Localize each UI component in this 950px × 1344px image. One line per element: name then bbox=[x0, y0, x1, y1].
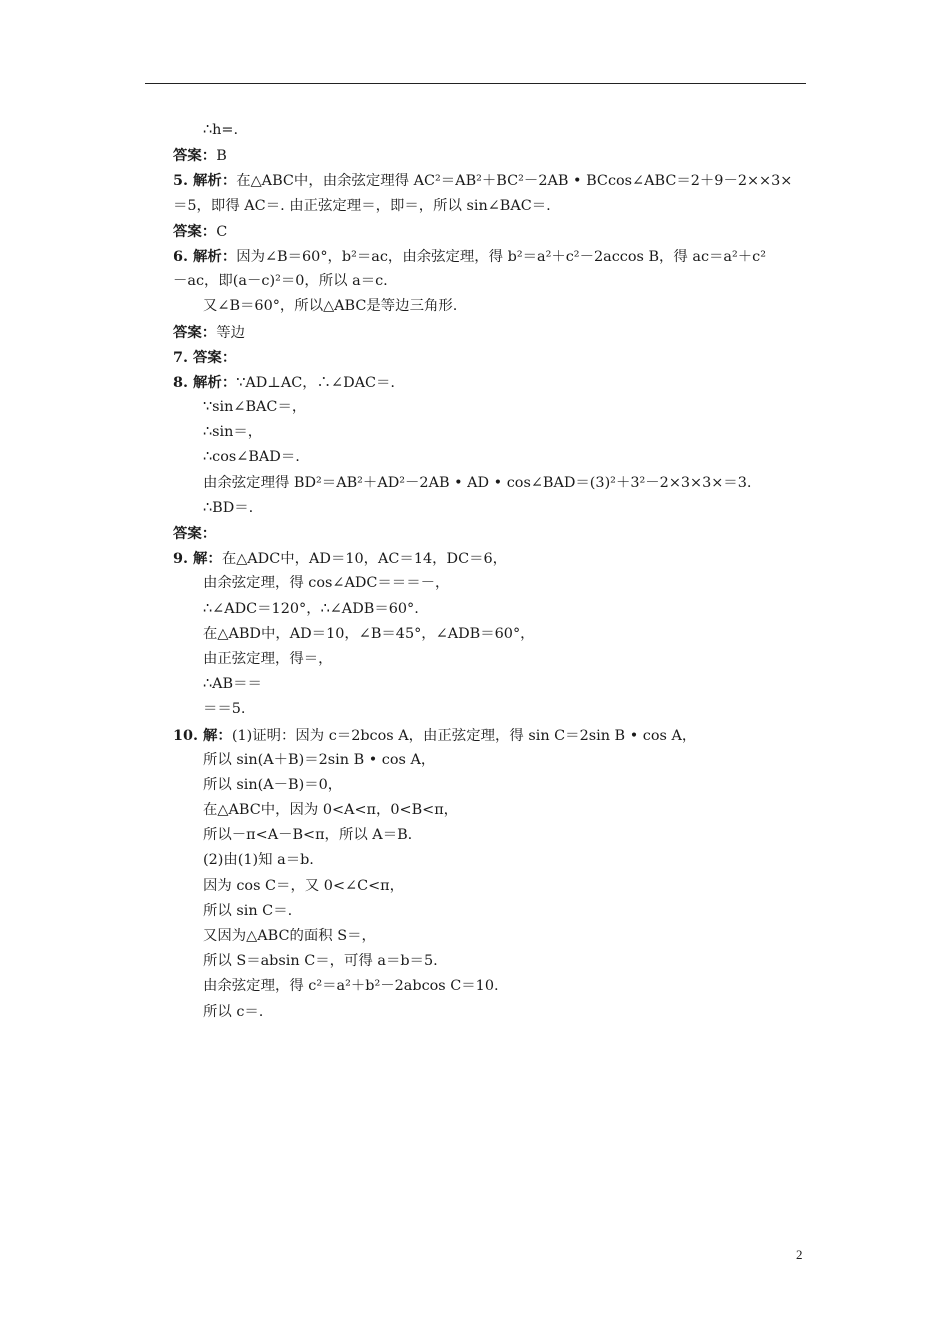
line-label: 6. 解析： bbox=[173, 247, 237, 265]
text-line bbox=[173, 723, 813, 748]
text-line bbox=[173, 370, 813, 395]
text-line bbox=[173, 647, 813, 672]
text-line bbox=[173, 269, 813, 294]
text-line bbox=[173, 294, 813, 319]
text-line bbox=[173, 823, 813, 848]
line-text: 所以 sin C＝. bbox=[203, 902, 293, 919]
line-text: 在△ABC中，因为 0<A<π，0<B<π， bbox=[203, 802, 459, 819]
text-line bbox=[173, 420, 813, 445]
text-line bbox=[173, 395, 813, 420]
text-line bbox=[173, 194, 813, 219]
line-text: B bbox=[216, 148, 227, 165]
text-line bbox=[173, 949, 813, 974]
line-text: 由余弦定理，得 cos∠ADC＝＝＝－， bbox=[203, 575, 450, 592]
text-line bbox=[173, 672, 813, 697]
text-line bbox=[173, 874, 813, 899]
line-label: 5. 解析： bbox=[173, 172, 237, 190]
line-label: 10. 解： bbox=[173, 726, 232, 744]
line-text: 所以 S＝absin C＝，可得 a＝b＝5. bbox=[203, 953, 438, 970]
line-text: 所以 sin(A＋B)＝2sin B • cos A， bbox=[203, 751, 436, 768]
line-text: 所以 sin(A－B)＝0， bbox=[203, 776, 343, 793]
line-text: C bbox=[216, 223, 228, 240]
text-line bbox=[173, 798, 813, 823]
line-text: (2)由(1)知 a＝b. bbox=[203, 852, 314, 869]
line-text: 因为 cos C＝，又 0<∠C<π， bbox=[203, 877, 404, 894]
line-text: ＝＝5. bbox=[203, 701, 246, 718]
text-line bbox=[173, 597, 813, 622]
line-label: 答案： bbox=[173, 147, 217, 165]
text-line bbox=[173, 496, 813, 521]
line-label: 7. 答案： bbox=[173, 348, 237, 366]
line-text: ＝5，即得 AC＝. 由正弦定理＝，即＝，所以 sin∠BAC＝. bbox=[173, 197, 551, 214]
line-text: ∵AD⊥AC，∴∠DAC＝. bbox=[236, 374, 395, 391]
line-text: 又∠B＝60°，所以△ABC是等边三角形. bbox=[203, 298, 458, 315]
line-text: 又因为△ABC的面积 S＝， bbox=[203, 928, 376, 944]
line-text: 等边 bbox=[216, 324, 245, 341]
line-text: 因为∠B＝60°，b²＝ac，由余弦定理，得 b²＝a²＋c²－2accos B，得 ac＝a²＋c² bbox=[236, 248, 766, 265]
text-line bbox=[173, 974, 813, 999]
text-line bbox=[173, 924, 813, 949]
text-line bbox=[173, 748, 813, 773]
text-line bbox=[173, 571, 813, 596]
line-text: 由余弦定理，得 c²＝a²＋b²－2abcos C＝10. bbox=[203, 978, 499, 995]
line-text: 所以－π<A－B<π，所以 A＝B. bbox=[203, 827, 413, 844]
text-line bbox=[173, 345, 813, 370]
text-line bbox=[173, 320, 813, 345]
line-text: ∴∠ADC＝120°，∴∠ADB＝60°. bbox=[203, 600, 419, 617]
line-text: 由正弦定理，得＝， bbox=[203, 650, 333, 667]
text-line bbox=[173, 848, 813, 873]
line-text: ∴AB＝＝ bbox=[203, 676, 262, 693]
line-text: ∴h=. bbox=[203, 122, 239, 138]
page-body bbox=[173, 118, 813, 1025]
line-text: ∵sin∠BAC＝， bbox=[203, 399, 307, 416]
line-label: 8. 解析： bbox=[173, 373, 237, 391]
text-line bbox=[173, 219, 813, 244]
line-label: 答案： bbox=[173, 222, 217, 240]
text-line bbox=[173, 1000, 813, 1025]
page-number: 2 bbox=[796, 1247, 803, 1262]
line-text: (1)证明：因为 c＝2bcos A，由正弦定理，得 sin C＝2sin B • cos A， bbox=[231, 727, 697, 744]
line-text: 所以 c＝. bbox=[203, 1003, 264, 1020]
line-label: 9. 解： bbox=[173, 550, 222, 568]
line-text: 在△ADC中，AD＝10，AC＝14，DC＝6， bbox=[221, 551, 508, 568]
text-line bbox=[173, 521, 813, 546]
line-label: 答案： bbox=[173, 323, 217, 341]
text-line bbox=[173, 546, 813, 571]
text-line bbox=[173, 168, 813, 193]
text-line bbox=[173, 697, 813, 722]
text-line bbox=[173, 899, 813, 924]
line-text: 在△ABC中，由余弦定理得 AC²＝AB²＋BC²－2AB • BCcos∠ABC＝2＋9－2××3× bbox=[236, 173, 793, 190]
header-rule bbox=[145, 83, 806, 84]
line-text: －ac，即(a－c)²＝0，所以 a＝c. bbox=[173, 273, 388, 290]
text-line bbox=[173, 445, 813, 470]
line-text: 由余弦定理得 BD²＝AB²＋AD²－2AB • AD • cos∠BAD＝(3)²＋3²－2×3×3×＝3. bbox=[203, 474, 752, 491]
line-text: ∴BD＝. bbox=[203, 499, 254, 516]
line-label: 答案： bbox=[173, 525, 217, 542]
text-line bbox=[173, 773, 813, 798]
text-line bbox=[173, 118, 813, 143]
text-line bbox=[173, 471, 813, 496]
text-line bbox=[173, 622, 813, 647]
text-line bbox=[173, 143, 813, 168]
text-line bbox=[173, 244, 813, 269]
line-text: ∴cos∠BAD＝. bbox=[203, 449, 300, 466]
line-text: ∴sin＝， bbox=[203, 424, 263, 441]
line-text: 在△ABD中，AD＝10，∠B＝45°，∠ADB＝60°， bbox=[203, 625, 535, 642]
